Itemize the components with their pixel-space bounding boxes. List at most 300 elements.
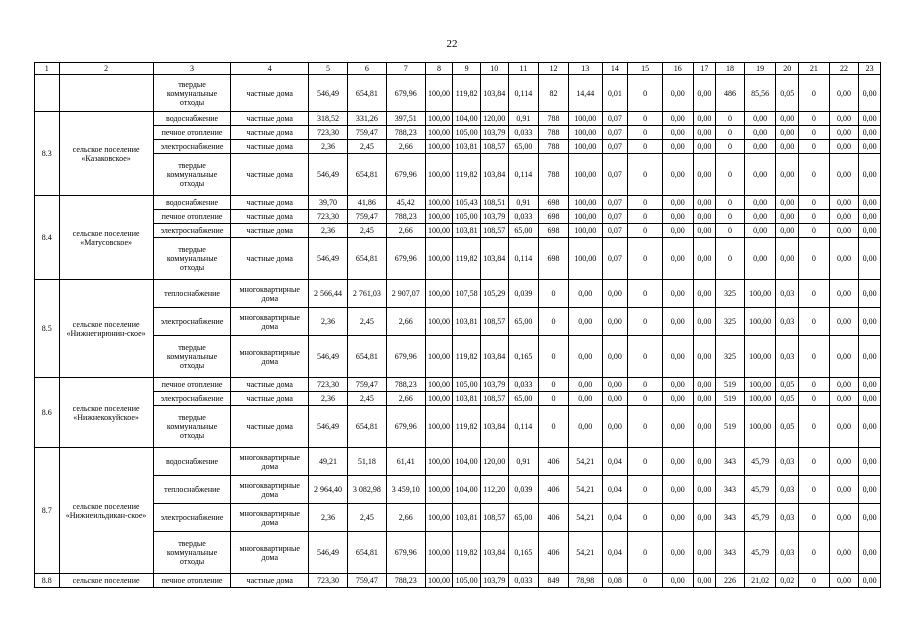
value-cell: 2,66 <box>386 392 425 406</box>
column-number: 23 <box>859 63 881 75</box>
value-cell: 0,00 <box>662 112 693 126</box>
value-cell: 0,00 <box>662 280 693 308</box>
value-cell: 0 <box>628 336 663 378</box>
column-number: 8 <box>425 63 453 75</box>
housing-type-cell: многоквартирные дома <box>231 336 309 378</box>
value-cell: 0,00 <box>829 126 859 140</box>
value-cell: 100,00 <box>425 238 453 280</box>
value-cell: 0,00 <box>693 210 716 224</box>
value-cell: 0,08 <box>602 574 628 588</box>
value-cell: 0,00 <box>776 196 799 210</box>
value-cell: 519 <box>716 378 745 392</box>
value-cell: 0,00 <box>859 154 881 196</box>
value-cell: 0,00 <box>859 378 881 392</box>
row-number-cell: 8.3 <box>35 112 60 196</box>
column-number: 2 <box>59 63 153 75</box>
value-cell: 0,00 <box>744 126 776 140</box>
value-cell: 0 <box>798 75 829 112</box>
value-cell: 0,00 <box>662 154 693 196</box>
value-cell: 0,00 <box>662 406 693 448</box>
value-cell: 0 <box>628 238 663 280</box>
value-cell: 0,04 <box>602 448 628 476</box>
value-cell: 104,00 <box>453 476 481 504</box>
table-row <box>35 238 881 280</box>
value-cell: 343 <box>716 504 745 532</box>
value-cell: 0,00 <box>693 406 716 448</box>
value-cell: 103,84 <box>480 238 508 280</box>
value-cell: 2 761,03 <box>347 280 386 308</box>
value-cell: 0 <box>716 196 745 210</box>
value-cell: 120,00 <box>480 448 508 476</box>
row-number-cell: 8.8 <box>35 574 60 588</box>
value-cell: 397,51 <box>386 112 425 126</box>
value-cell: 0,00 <box>693 224 716 238</box>
value-cell: 100,00 <box>425 280 453 308</box>
service-cell: теплоснабжение <box>153 476 231 504</box>
value-cell: 0,00 <box>859 308 881 336</box>
value-cell: 406 <box>539 532 569 574</box>
housing-type-cell: частные дома <box>231 224 309 238</box>
service-cell: водоснабжение <box>153 196 231 210</box>
value-cell: 0,00 <box>859 476 881 504</box>
value-cell: 788,23 <box>386 126 425 140</box>
value-cell: 103,84 <box>480 154 508 196</box>
value-cell: 108,57 <box>480 224 508 238</box>
value-cell: 0 <box>798 280 829 308</box>
value-cell: 0,00 <box>829 140 859 154</box>
value-cell: 0 <box>716 112 745 126</box>
table-row <box>35 112 881 126</box>
value-cell: 100,00 <box>425 392 453 406</box>
value-cell: 107,58 <box>453 280 481 308</box>
value-cell: 226 <box>716 574 745 588</box>
value-cell: 2,36 <box>309 224 348 238</box>
value-cell: 65,00 <box>508 504 539 532</box>
value-cell: 21,02 <box>744 574 776 588</box>
housing-type-cell: многоквартирные дома <box>231 308 309 336</box>
value-cell: 0,01 <box>602 75 628 112</box>
service-cell: твердые коммунальные отходы <box>153 154 231 196</box>
value-cell: 54,21 <box>568 504 602 532</box>
value-cell: 0 <box>798 140 829 154</box>
value-cell: 0,03 <box>776 476 799 504</box>
value-cell: 0 <box>628 476 663 504</box>
table-row <box>35 140 881 154</box>
value-cell: 0 <box>798 406 829 448</box>
service-cell: электроснабжение <box>153 504 231 532</box>
value-cell: 0 <box>716 238 745 280</box>
value-cell: 103,81 <box>453 392 481 406</box>
value-cell: 0,00 <box>602 378 628 392</box>
value-cell: 759,47 <box>347 378 386 392</box>
value-cell: 0,00 <box>859 504 881 532</box>
value-cell: 108,57 <box>480 504 508 532</box>
value-cell: 0,07 <box>602 126 628 140</box>
table-row <box>35 154 881 196</box>
settlement-name-cell: сельское поселение «Нижнегирюнин-ское» <box>59 280 153 378</box>
value-cell: 0 <box>798 476 829 504</box>
service-cell: твердые коммунальные отходы <box>153 75 231 112</box>
housing-type-cell: многоквартирные дома <box>231 476 309 504</box>
value-cell: 0,00 <box>568 378 602 392</box>
settlement-name-cell <box>59 75 153 112</box>
value-cell: 100,00 <box>568 196 602 210</box>
housing-type-cell: частные дома <box>231 392 309 406</box>
value-cell: 103,79 <box>480 378 508 392</box>
table-row <box>35 224 881 238</box>
value-cell: 108,51 <box>480 196 508 210</box>
value-cell: 103,81 <box>453 140 481 154</box>
value-cell: 0,00 <box>602 336 628 378</box>
value-cell: 0,00 <box>662 224 693 238</box>
value-cell: 546,49 <box>309 154 348 196</box>
value-cell: 119,82 <box>453 238 481 280</box>
table-row <box>35 476 881 504</box>
value-cell: 0,00 <box>859 448 881 476</box>
value-cell: 679,96 <box>386 238 425 280</box>
value-cell: 0 <box>628 574 663 588</box>
value-cell: 2,66 <box>386 140 425 154</box>
value-cell: 0,00 <box>662 532 693 574</box>
value-cell: 0 <box>716 154 745 196</box>
value-cell: 2,36 <box>309 140 348 154</box>
value-cell: 0,00 <box>776 224 799 238</box>
value-cell: 654,81 <box>347 406 386 448</box>
value-cell: 105,00 <box>453 210 481 224</box>
value-cell: 0,00 <box>776 140 799 154</box>
service-cell: водоснабжение <box>153 112 231 126</box>
value-cell: 0,00 <box>662 392 693 406</box>
service-cell: твердые коммунальные отходы <box>153 532 231 574</box>
value-cell: 546,49 <box>309 336 348 378</box>
value-cell: 100,00 <box>425 448 453 476</box>
value-cell: 0,114 <box>508 75 539 112</box>
value-cell: 100,00 <box>568 112 602 126</box>
value-cell: 0,91 <box>508 112 539 126</box>
value-cell: 849 <box>539 574 569 588</box>
value-cell: 0 <box>628 112 663 126</box>
service-cell: печное отопление <box>153 126 231 140</box>
value-cell: 0,00 <box>693 154 716 196</box>
settlement-name-cell: сельское поселение «Нижнекокуйское» <box>59 378 153 448</box>
value-cell: 0,00 <box>829 504 859 532</box>
table-row <box>35 574 881 588</box>
value-cell: 0,00 <box>602 280 628 308</box>
value-cell: 0 <box>539 308 569 336</box>
value-cell: 2,36 <box>309 504 348 532</box>
table-row <box>35 196 881 210</box>
value-cell: 0 <box>798 532 829 574</box>
value-cell: 2,66 <box>386 308 425 336</box>
service-cell: печное отопление <box>153 574 231 588</box>
value-cell: 0 <box>798 112 829 126</box>
value-cell: 0,00 <box>776 112 799 126</box>
table-row <box>35 378 881 392</box>
value-cell: 0,02 <box>776 574 799 588</box>
value-cell: 0,05 <box>776 75 799 112</box>
value-cell: 0 <box>716 224 745 238</box>
value-cell: 0,03 <box>776 336 799 378</box>
value-cell: 2,45 <box>347 504 386 532</box>
value-cell: 100,00 <box>425 196 453 210</box>
column-number: 12 <box>539 63 569 75</box>
column-number: 19 <box>744 63 776 75</box>
service-cell: электроснабжение <box>153 308 231 336</box>
value-cell: 0,00 <box>568 280 602 308</box>
value-cell: 0,07 <box>602 196 628 210</box>
value-cell: 0,00 <box>829 336 859 378</box>
value-cell: 41,86 <box>347 196 386 210</box>
value-cell: 788 <box>539 140 569 154</box>
value-cell: 519 <box>716 406 745 448</box>
value-cell: 103,81 <box>453 308 481 336</box>
value-cell: 2,66 <box>386 224 425 238</box>
value-cell: 105,29 <box>480 280 508 308</box>
value-cell: 698 <box>539 224 569 238</box>
service-cell: теплоснабжение <box>153 280 231 308</box>
value-cell: 0 <box>628 210 663 224</box>
value-cell: 100,00 <box>425 336 453 378</box>
table-row <box>35 280 881 308</box>
housing-type-cell: частные дома <box>231 75 309 112</box>
value-cell: 100,00 <box>568 224 602 238</box>
column-number: 10 <box>480 63 508 75</box>
value-cell: 343 <box>716 532 745 574</box>
column-number: 16 <box>662 63 693 75</box>
value-cell: 0,07 <box>602 224 628 238</box>
value-cell: 698 <box>539 238 569 280</box>
value-cell: 0,00 <box>744 112 776 126</box>
value-cell: 0,03 <box>776 532 799 574</box>
column-number: 14 <box>602 63 628 75</box>
value-cell: 103,79 <box>480 574 508 588</box>
value-cell: 103,84 <box>480 532 508 574</box>
value-cell: 100,00 <box>744 378 776 392</box>
value-cell: 759,47 <box>347 210 386 224</box>
value-cell: 0 <box>798 448 829 476</box>
value-cell: 0,00 <box>693 504 716 532</box>
table-row <box>35 126 881 140</box>
value-cell: 65,00 <box>508 224 539 238</box>
value-cell: 0,00 <box>829 448 859 476</box>
value-cell: 2 964,40 <box>309 476 348 504</box>
row-number-cell: 8.4 <box>35 196 60 280</box>
value-cell: 0,00 <box>693 448 716 476</box>
value-cell: 0 <box>628 532 663 574</box>
value-cell: 318,52 <box>309 112 348 126</box>
value-cell: 0,00 <box>662 448 693 476</box>
value-cell: 679,96 <box>386 336 425 378</box>
value-cell: 3 082,98 <box>347 476 386 504</box>
value-cell: 0,114 <box>508 406 539 448</box>
row-number-cell <box>35 75 60 112</box>
value-cell: 100,00 <box>425 308 453 336</box>
value-cell: 0,05 <box>776 406 799 448</box>
value-cell: 0,00 <box>662 210 693 224</box>
value-cell: 0 <box>798 378 829 392</box>
value-cell: 100,00 <box>568 154 602 196</box>
value-cell: 100,00 <box>425 126 453 140</box>
value-cell: 0 <box>628 154 663 196</box>
value-cell: 100,00 <box>744 392 776 406</box>
housing-type-cell: многоквартирные дома <box>231 448 309 476</box>
value-cell: 0,00 <box>662 308 693 336</box>
value-cell: 0,00 <box>693 378 716 392</box>
value-cell: 654,81 <box>347 532 386 574</box>
value-cell: 2,36 <box>309 308 348 336</box>
value-cell: 39,70 <box>309 196 348 210</box>
value-cell: 0,114 <box>508 154 539 196</box>
settlement-name-cell: сельское поселение «Матусовское» <box>59 196 153 280</box>
value-cell: 0 <box>539 392 569 406</box>
value-cell: 0,114 <box>508 238 539 280</box>
value-cell: 654,81 <box>347 238 386 280</box>
value-cell: 0,00 <box>859 140 881 154</box>
value-cell: 654,81 <box>347 336 386 378</box>
value-cell: 0,00 <box>693 238 716 280</box>
column-number: 15 <box>628 63 663 75</box>
column-number: 21 <box>798 63 829 75</box>
value-cell: 546,49 <box>309 406 348 448</box>
value-cell: 100,00 <box>425 532 453 574</box>
value-cell: 100,00 <box>568 238 602 280</box>
value-cell: 103,79 <box>480 126 508 140</box>
value-cell: 103,81 <box>453 504 481 532</box>
value-cell: 0,00 <box>662 238 693 280</box>
value-cell: 0 <box>798 196 829 210</box>
housing-type-cell: частные дома <box>231 574 309 588</box>
value-cell: 100,00 <box>744 406 776 448</box>
value-cell: 105,43 <box>453 196 481 210</box>
value-cell: 0,00 <box>859 210 881 224</box>
value-cell: 759,47 <box>347 574 386 588</box>
value-cell: 0,07 <box>602 140 628 154</box>
service-cell: твердые коммунальные отходы <box>153 406 231 448</box>
value-cell: 0,00 <box>829 574 859 588</box>
value-cell: 45,79 <box>744 448 776 476</box>
value-cell: 0,00 <box>662 476 693 504</box>
value-cell: 0,00 <box>744 154 776 196</box>
value-cell: 0,00 <box>776 210 799 224</box>
value-cell: 103,81 <box>453 224 481 238</box>
value-cell: 103,84 <box>480 406 508 448</box>
value-cell: 54,21 <box>568 476 602 504</box>
value-cell: 0,07 <box>602 210 628 224</box>
value-cell: 0 <box>798 574 829 588</box>
value-cell: 679,96 <box>386 154 425 196</box>
row-number-cell: 8.5 <box>35 280 60 378</box>
value-cell: 0,00 <box>859 196 881 210</box>
table-row <box>35 406 881 448</box>
value-cell: 100,00 <box>425 112 453 126</box>
value-cell: 0,00 <box>744 224 776 238</box>
service-cell: электроснабжение <box>153 224 231 238</box>
value-cell: 100,00 <box>425 476 453 504</box>
value-cell: 406 <box>539 448 569 476</box>
value-cell: 0,00 <box>744 210 776 224</box>
value-cell: 119,82 <box>453 406 481 448</box>
value-cell: 119,82 <box>453 154 481 196</box>
value-cell: 0 <box>539 336 569 378</box>
value-cell: 100,00 <box>744 308 776 336</box>
housing-type-cell: частные дома <box>231 238 309 280</box>
value-cell: 406 <box>539 504 569 532</box>
value-cell: 0,00 <box>829 224 859 238</box>
value-cell: 100,00 <box>425 504 453 532</box>
value-cell: 0,00 <box>693 196 716 210</box>
value-cell: 0 <box>798 154 829 196</box>
value-cell: 0 <box>628 448 663 476</box>
value-cell: 0 <box>798 392 829 406</box>
value-cell: 0,00 <box>829 196 859 210</box>
value-cell: 51,18 <box>347 448 386 476</box>
value-cell: 0 <box>798 238 829 280</box>
value-cell: 0,033 <box>508 574 539 588</box>
value-cell: 759,47 <box>347 126 386 140</box>
value-cell: 406 <box>539 476 569 504</box>
value-cell: 0,00 <box>568 308 602 336</box>
value-cell: 85,56 <box>744 75 776 112</box>
column-number: 17 <box>693 63 716 75</box>
value-cell: 679,96 <box>386 75 425 112</box>
value-cell: 0 <box>628 224 663 238</box>
value-cell: 0,00 <box>859 126 881 140</box>
value-cell: 0,00 <box>859 392 881 406</box>
value-cell: 0,165 <box>508 532 539 574</box>
value-cell: 788,23 <box>386 210 425 224</box>
value-cell: 679,96 <box>386 406 425 448</box>
value-cell: 0,00 <box>829 476 859 504</box>
column-number: 20 <box>776 63 799 75</box>
value-cell: 0,00 <box>859 224 881 238</box>
value-cell: 0,07 <box>602 238 628 280</box>
value-cell: 0 <box>539 378 569 392</box>
value-cell: 119,82 <box>453 532 481 574</box>
column-number: 22 <box>829 63 859 75</box>
value-cell: 100,00 <box>425 140 453 154</box>
service-cell: печное отопление <box>153 210 231 224</box>
value-cell: 49,21 <box>309 448 348 476</box>
value-cell: 0 <box>628 140 663 154</box>
value-cell: 331,26 <box>347 112 386 126</box>
value-cell: 0,00 <box>602 406 628 448</box>
service-cell: печное отопление <box>153 378 231 392</box>
value-cell: 0,033 <box>508 378 539 392</box>
value-cell: 0 <box>539 406 569 448</box>
value-cell: 2 566,44 <box>309 280 348 308</box>
value-cell: 788 <box>539 112 569 126</box>
value-cell: 0,039 <box>508 280 539 308</box>
value-cell: 105,00 <box>453 126 481 140</box>
value-cell: 0,00 <box>662 75 693 112</box>
value-cell: 0,033 <box>508 126 539 140</box>
value-cell: 654,81 <box>347 154 386 196</box>
column-number: 7 <box>386 63 425 75</box>
value-cell: 0,00 <box>568 336 602 378</box>
value-cell: 0 <box>628 75 663 112</box>
row-number-cell: 8.7 <box>35 448 60 574</box>
value-cell: 0,03 <box>776 280 799 308</box>
value-cell: 0,00 <box>829 378 859 392</box>
value-cell: 0 <box>628 406 663 448</box>
value-cell: 0,00 <box>859 112 881 126</box>
value-cell: 54,21 <box>568 448 602 476</box>
value-cell: 65,00 <box>508 308 539 336</box>
value-cell: 0,00 <box>693 126 716 140</box>
value-cell: 0,05 <box>776 392 799 406</box>
value-cell: 0,91 <box>508 448 539 476</box>
value-cell: 546,49 <box>309 75 348 112</box>
